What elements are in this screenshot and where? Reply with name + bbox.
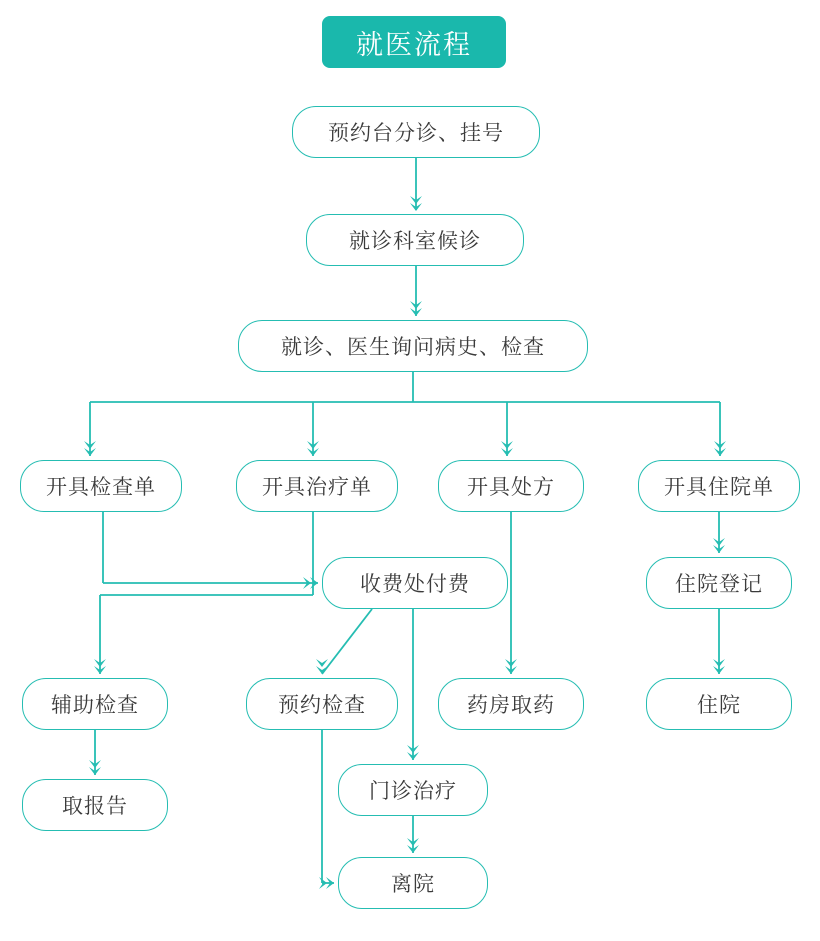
node-label: 住院登记 xyxy=(675,573,763,596)
node-预约台分诊挂号[interactable] xyxy=(292,106,540,158)
node-label: 取报告 xyxy=(62,795,128,818)
node-label: 开具处方 xyxy=(467,476,555,499)
node-就诊医生询问病史检查[interactable] xyxy=(238,320,588,372)
node-label: 开具住院单 xyxy=(664,476,774,499)
node-label: 就诊、医生询问病史、检查 xyxy=(281,336,545,359)
node-药房取药[interactable] xyxy=(438,678,584,730)
node-label: 辅助检查 xyxy=(51,694,139,717)
node-label: 预约检查 xyxy=(278,694,366,717)
node-label: 离院 xyxy=(391,873,435,896)
node-辅助检查[interactable] xyxy=(22,678,168,730)
page-title: 就医流程 xyxy=(322,16,506,68)
node-住院登记[interactable] xyxy=(646,557,792,609)
node-预约检查[interactable] xyxy=(246,678,398,730)
node-label: 收费处付费 xyxy=(360,573,470,596)
node-label: 住院 xyxy=(697,694,741,717)
node-label: 药房取药 xyxy=(467,694,555,717)
node-开具治疗单[interactable] xyxy=(236,460,398,512)
node-开具处方[interactable] xyxy=(438,460,584,512)
node-取报告[interactable] xyxy=(22,779,168,831)
node-就诊科室候诊[interactable] xyxy=(306,214,524,266)
node-门诊治疗[interactable] xyxy=(338,764,488,816)
node-住院[interactable] xyxy=(646,678,792,730)
node-label: 预约台分诊、挂号 xyxy=(328,122,504,145)
node-收费处付费[interactable] xyxy=(322,557,508,609)
node-开具住院单[interactable] xyxy=(638,460,800,512)
node-label: 开具治疗单 xyxy=(262,476,372,499)
node-离院[interactable] xyxy=(338,857,488,909)
node-label: 门诊治疗 xyxy=(369,780,457,803)
node-开具检查单[interactable] xyxy=(20,460,182,512)
node-label: 就诊科室候诊 xyxy=(349,230,481,253)
node-label: 开具检查单 xyxy=(46,476,156,499)
